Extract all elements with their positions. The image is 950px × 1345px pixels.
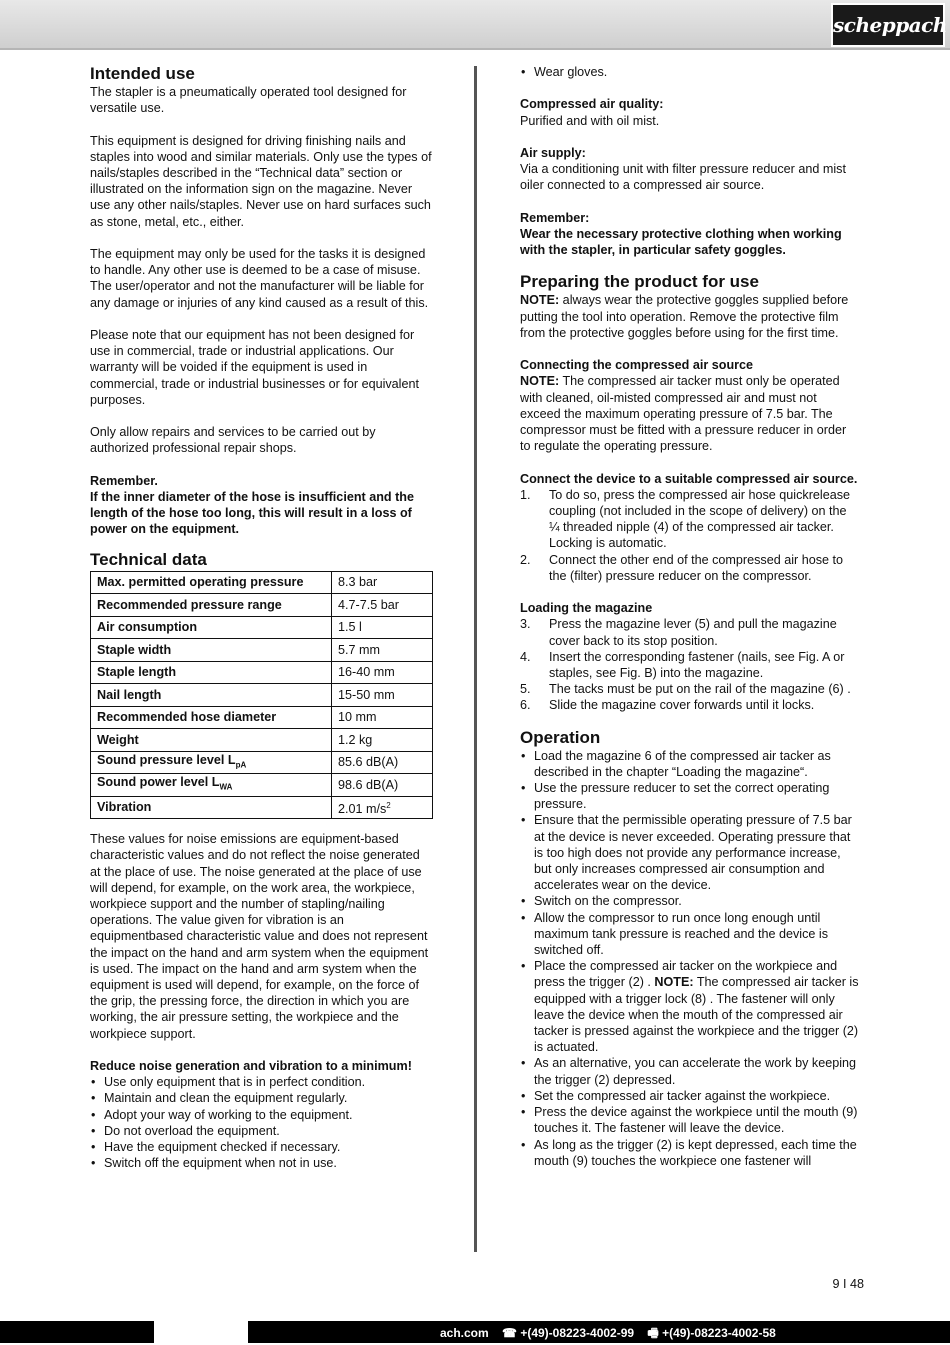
loading-title: Loading the magazine	[520, 601, 653, 616]
spec-value: 1.5 l	[332, 616, 433, 639]
sound-power-sub: WA	[219, 782, 233, 792]
list-item	[520, 649, 860, 681]
remember-text: If the inner diameter of the hose is insufficient and the length of the hose too long, this will result in a loss of power on the equipment.	[90, 490, 414, 537]
sound-power-label: Sound power level L	[97, 775, 220, 790]
table-row	[91, 594, 433, 617]
device-steps	[520, 487, 860, 584]
operation-heading: Operation	[520, 727, 601, 747]
step-text: Slide the magazine cover forwards until it locks.	[549, 698, 815, 713]
spec-value: 10 mm	[332, 706, 433, 729]
list-item: • Wear gloves.	[520, 64, 860, 80]
note-text: The compressed air tacker must only be operated with cleaned, oil-misted compressed air and must not exceed the maximum operating pressure of 7.5 bar. The compressor must be fitted with a pressure reducer in order to regulate the operating pressure.	[520, 374, 847, 454]
vibration-value: 2.01 m/s	[338, 801, 387, 816]
loading-steps	[520, 616, 860, 713]
spec-label	[91, 774, 332, 797]
device-title: Connect the device to a suitable compressed air source.	[520, 471, 858, 486]
step-text: Connect the other end of the compressed air hose to the (filter) pressure reducer on the compressor.	[549, 552, 844, 583]
spec-label: Weight	[91, 729, 332, 752]
step-number: 2.	[520, 552, 531, 567]
step-number: 6.	[520, 698, 531, 713]
table-row	[91, 751, 433, 774]
step-number: 4.	[520, 649, 531, 664]
step-text: To do so, press the compressed air hose quickrelease coupling (not included in the scope of delivery) on the ¼ threaded nipple (4) of the compressed air tacker. Locking is automatic.	[549, 487, 851, 551]
left-column	[90, 64, 433, 1171]
vibration-sup: 2	[386, 800, 391, 810]
scheppach-logo: scheppach	[831, 3, 945, 47]
air-supply-text: Via a conditioning unit with filter pressure reducer and mist oiler connected to a compressed air source.	[520, 162, 846, 193]
list-item: • Switch on the compressor.	[520, 893, 860, 909]
footer-web: ach.com	[440, 1326, 489, 1340]
spec-label: Staple width	[91, 639, 332, 662]
spec-value: 1.2 kg	[332, 729, 433, 752]
table-row	[91, 706, 433, 729]
list-item	[520, 697, 860, 713]
gloves-list	[520, 64, 860, 80]
spec-label: Nail length	[91, 684, 332, 707]
reduce-noise-list	[90, 1074, 433, 1171]
table-row	[91, 571, 433, 594]
list-item: • Use only equipment that is in perfect condition.	[90, 1074, 433, 1090]
list-item: • Ensure that the permissible operating pressure of 7.5 bar at the device is never exceeded. Operating pressure that is too high does not provide any performance increase, but only increases compressed air consumption and accelerates wear on the device.	[520, 812, 860, 893]
footer-phone: ☎ +(49)-08223-4002-99	[502, 1326, 635, 1340]
intended-use-p2: This equipment is designed for driving finishing nails and staples into wood and similar materials. Only use the types of nails/staples described in the “Technical data” section or illustrated on the information sign on the magazine. Never use any other nails/staples. Never use on hard surfaces such as stone, metal, etc., either.	[90, 133, 432, 229]
sound-pressure-sub: pA	[235, 760, 247, 770]
spec-value	[332, 796, 433, 819]
op-text: Place the compressed air tacker on the workpiece and press the trigger (2) .	[534, 959, 838, 990]
spec-label: Air consumption	[91, 616, 332, 639]
technical-data-table	[90, 571, 433, 820]
connect-note	[520, 373, 860, 454]
spec-value: 8.3 bar	[332, 571, 433, 594]
air-quality-text: Purified and with oil mist.	[520, 113, 660, 128]
intended-use-p3: The equipment may only be used for the tasks it is designed to handle. Any other use is deemed to be a case of misuse. The user/operator and not the manufacturer will be liable for any damage or injuries of any kind caused as a result of this.	[90, 247, 429, 310]
spec-value: 4.7-7.5 bar	[332, 594, 433, 617]
table-row	[91, 616, 433, 639]
intended-use-p1: The stapler is a pneumatically operated tool designed for versatile use.	[90, 85, 407, 116]
spec-label: Vibration	[91, 796, 332, 819]
list-item: • Adopt your way of working to the equipment.	[90, 1107, 433, 1123]
header-bar	[0, 0, 950, 48]
remember-title-right: Remember:	[520, 210, 590, 225]
connect-title: Connecting the compressed air source	[520, 358, 754, 373]
step-text: Insert the corresponding fastener (nails, see Fig. A or staples, see Fig. B) into the magazine.	[549, 649, 845, 681]
list-item: • Set the compressed air tacker against the workpiece.	[520, 1088, 860, 1104]
air-supply-title: Air supply:	[520, 145, 586, 160]
operation-list	[520, 748, 860, 1169]
table-row	[91, 774, 433, 797]
footer-fax: 🖷 +(49)-08223-4002-58	[647, 1326, 776, 1340]
note-label: NOTE:	[654, 975, 694, 990]
list-item: • Use the pressure reducer to set the correct operating pressure.	[520, 780, 860, 812]
column-divider	[474, 66, 477, 1252]
list-item	[520, 616, 860, 648]
preparing-note	[520, 292, 860, 341]
spec-value: 85.6 dB(A)	[332, 751, 433, 774]
list-item: • As an alternative, you can accelerate the work by keeping the trigger (2) depressed.	[520, 1055, 860, 1087]
preparing-heading: Preparing the product for use	[520, 272, 759, 292]
spec-label: Recommended hose diameter	[91, 706, 332, 729]
list-item: • Load the magazine 6 of the compressed air tacker as described in the chapter “Loading the magazine“.	[520, 748, 860, 780]
list-item: • Maintain and clean the equipment regularly.	[90, 1090, 433, 1106]
sound-pressure-label: Sound pressure level L	[97, 752, 236, 767]
list-item	[520, 552, 860, 584]
step-text: The tacks must be put on the rail of the magazine (6) .	[549, 682, 851, 697]
step-number: 3.	[520, 617, 531, 632]
list-item: • Switch off the equipment when not in use.	[90, 1155, 433, 1171]
footer-contact	[440, 1324, 786, 1345]
table-row	[91, 796, 433, 819]
emission-notes: These values for noise emissions are equipment-based characteristic values and do not reflect the noise generated at the place of use. The noise generated at the place of use will depend, for example, on the work area, the workpiece, workpiece support and the number of stapling/nailing operations. The value given for vibration is an equipmentbased characteristic value and does not represent the impact on the hand and arm system when the equipment is used. The impact on the hand and arm system when the equipment is used will depend, for example, on the force of the grip, the pressing force, the direction in which you are working, the air pressure setting, the workpiece and the workpiece support.	[90, 832, 429, 1041]
spec-value: 16-40 mm	[332, 661, 433, 684]
table-row	[91, 729, 433, 752]
technical-data-heading: Technical data	[90, 549, 207, 569]
list-item: • Press the device against the workpiece until the mouth (9) touches it. The fastener will leave the device.	[520, 1104, 860, 1136]
intended-use-p4: Please note that our equipment has not been designed for use in commercial, trade or industrial applications. Our warranty will be voided if the equipment is used in commercial, trade or industrial businesses or for equivalent purposes.	[90, 328, 419, 407]
spec-value: 15-50 mm	[332, 684, 433, 707]
list-item: • Allow the compressor to run once long enough until maximum tank pressure is reached and the device is switched off.	[520, 910, 860, 959]
reduce-noise-title: Reduce noise generation and vibration to a minimum!	[90, 1058, 412, 1073]
right-column	[520, 64, 860, 1169]
air-quality-title: Compressed air quality:	[520, 97, 664, 112]
list-item	[520, 681, 860, 697]
note-text: always wear the protective goggles supplied before putting the tool into operation. Remove the protective film from the protective goggles before using for the first time.	[520, 293, 849, 340]
op-text: The compressed air tacker is equipped with a trigger lock (8) . The fastener will only leave the device when the mouth of the compressed air tacker is pressed against the workpiece and the trigger (2) is actuated.	[534, 975, 859, 1055]
intended-use-p5: Only allow repairs and services to be carried out by authorized professional repair shops.	[90, 425, 376, 456]
footer-gap	[154, 1321, 248, 1343]
list-item: • Do not overload the equipment.	[90, 1123, 433, 1139]
table-row	[91, 684, 433, 707]
remember-title: Remember.	[90, 473, 158, 488]
spec-value: 5.7 mm	[332, 639, 433, 662]
list-item: • As long as the trigger (2) is kept depressed, each time the mouth (9) touches the workpiece one fastener will	[520, 1137, 860, 1169]
step-text: Press the magazine lever (5) and pull the magazine cover back to its stop position.	[549, 617, 837, 648]
spec-label: Recommended pressure range	[91, 594, 332, 617]
list-item: • Have the equipment checked if necessary.	[90, 1139, 433, 1155]
spec-label	[91, 751, 332, 774]
list-item	[520, 487, 860, 552]
table-row	[91, 661, 433, 684]
step-number: 1.	[520, 487, 531, 502]
spec-label: Staple length	[91, 661, 332, 684]
spec-label: Max. permitted operating pressure	[91, 571, 332, 594]
note-label: NOTE:	[520, 374, 560, 389]
step-number: 5.	[520, 682, 531, 697]
intended-use-heading: Intended use	[90, 64, 195, 83]
table-row	[91, 639, 433, 662]
header-divider	[0, 48, 950, 50]
list-item	[520, 958, 860, 1055]
note-label: NOTE:	[520, 293, 560, 308]
page-number: 9 I 48	[832, 1277, 864, 1291]
remember-text-right: Wear the necessary protective clothing when working with the stapler, in particular safety goggles.	[520, 226, 842, 258]
spec-value: 98.6 dB(A)	[332, 774, 433, 797]
